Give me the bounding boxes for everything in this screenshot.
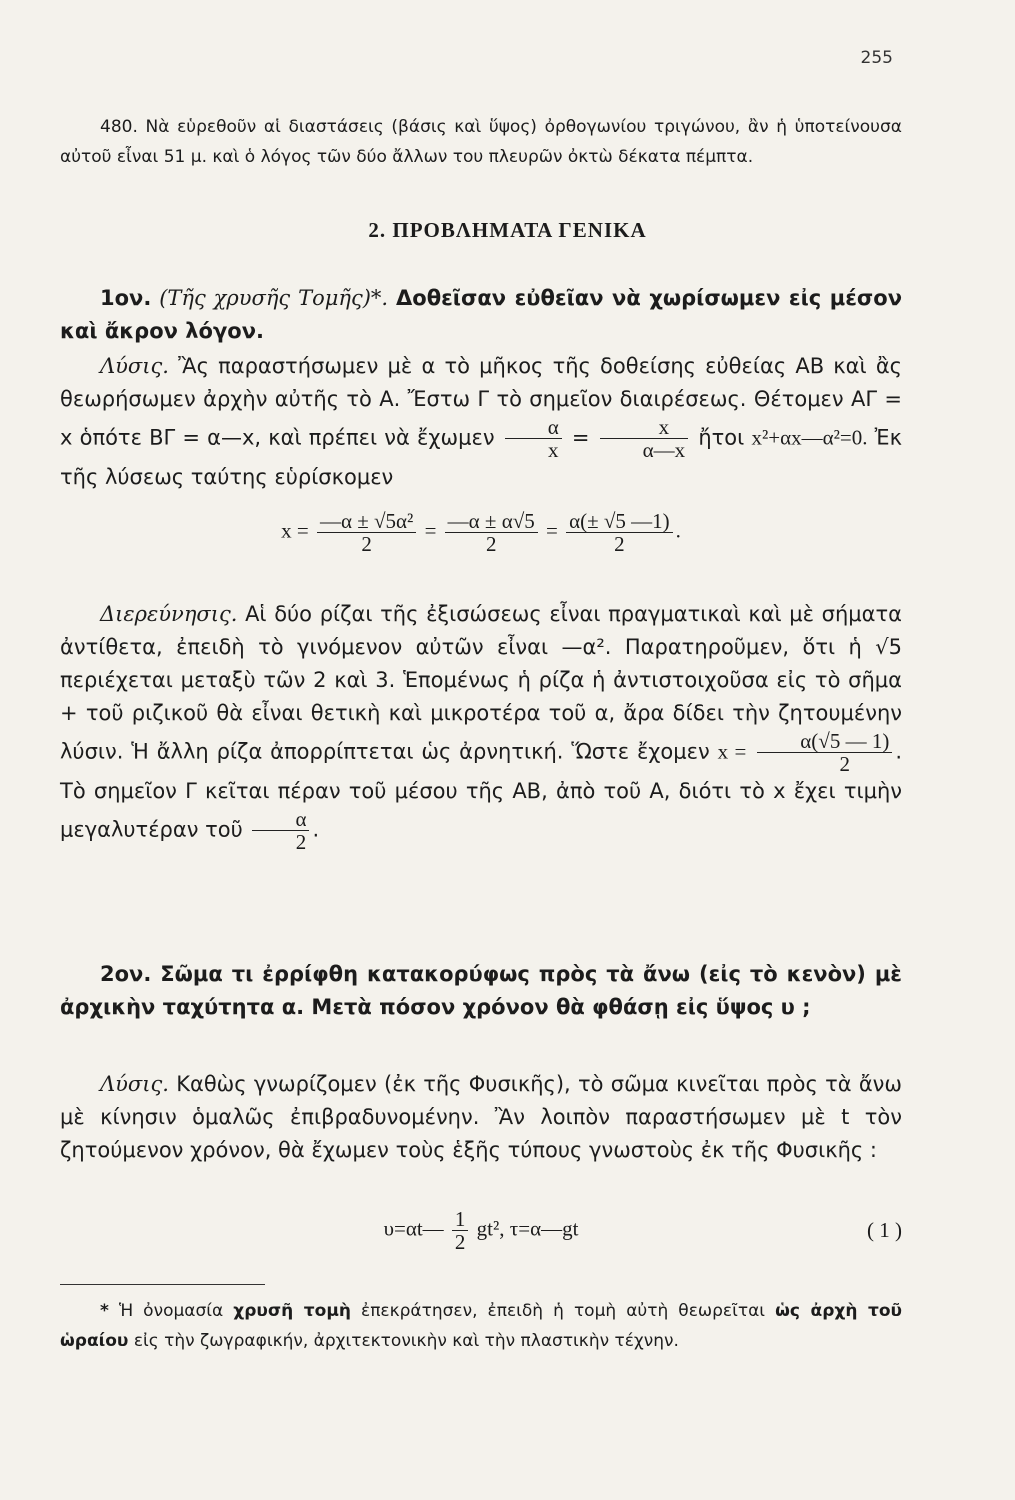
page-number: 255 bbox=[860, 48, 893, 68]
footnote-text-3: εἰς τὴν ζωγραφικήν, ἀρχιτεκτονικὴν καὶ τὴν πλαστικὴν τέχνην. bbox=[133, 1331, 679, 1351]
discussion-label: Διερεύνησις. bbox=[100, 602, 238, 626]
half-fraction bbox=[252, 808, 309, 853]
solution-text-2: Ἐκ τῆς λύσεως ταύτης εὑρίσκομεν bbox=[60, 425, 902, 490]
ratio-right-den: α—x bbox=[642, 438, 686, 463]
discussion-text-1: Αἱ δύο ρίζαι τῆς ἐξισώσεως εἶναι πραγματικαὶ καὶ μὲ σήματα ἀντίθετα, ἐπειδὴ τὸ γινόμενον αὐτῶν εἶναι —α². Παρατηροῦμεν, ὅτι ἡ √5 περιέχεται μεταξὺ τῶν 2 καὶ 3. Ἑπομένως ἡ ρίζα ἡ ἀντιστοιχοῦσα εἰς τὸ σῆμα + τοῦ ριζικοῦ θὰ εἶναι θετικὴ καὶ μικροτέρα τοῦ α, ἄρα δίδει τὴν ζητουμένην λύσιν. Ἡ ἄλλη ρίζα ἀπορρίπτεται ὡς ἀρνητική. Ὥστε ἔχομεν bbox=[60, 602, 902, 764]
discussion-text-2: . Τὸ σημεῖον Γ κεῖται πέραν τοῦ μέσου τῆς ΑΒ, ἀπὸ τοῦ Α, διότι τὸ x ἔχει τιμὴν μεγαλυτέραν τοῦ bbox=[60, 739, 902, 842]
footnote-divider bbox=[60, 1284, 265, 1285]
half-den: 2 bbox=[295, 830, 307, 855]
motion-formula-den: 2 bbox=[454, 1230, 466, 1255]
formula-term-1 bbox=[317, 510, 416, 555]
result-fraction bbox=[757, 730, 892, 775]
solution-text-1: Ἂς παραστήσωμεν μὲ α τὸ μῆκος τῆς δοθείσης εὐθείας ΑΒ καὶ ἂς θεωρήσωμεν ἀρχὴν αὐτῆς τὸ Α. Ἔστω Γ τὸ σημεῖον διαιρέσεως. Θέτομεν ΑΓ = x ὁπότε ΒΓ = α—x, καὶ πρέπει νὰ ἔχωμεν bbox=[60, 354, 902, 450]
problem-1-label: 1ον. bbox=[100, 286, 152, 310]
problem-480-number: 480. bbox=[100, 117, 138, 137]
result-lhs: x = bbox=[717, 739, 747, 764]
result-num: α(√5 — 1) bbox=[757, 730, 892, 753]
footnote bbox=[60, 1296, 902, 1356]
footnote-text-1: Ἡ ὀνομασία bbox=[118, 1301, 224, 1321]
section-title: 2. ΠΡΟΒΛΗΜΑΤΑ ΓΕΝΙΚΑ bbox=[368, 218, 647, 242]
problem-1-statement: Δοθεῖσαν εὐθεῖαν νὰ χωρίσωμεν εἰς μέσον καὶ ἄκρον λόγον. bbox=[60, 286, 902, 343]
equation-prefix: ἤτοι bbox=[698, 425, 745, 450]
footnote-bold-2: ὡς ἀρχὴ τοῦ ὡραίου bbox=[60, 1301, 902, 1351]
problem-2 bbox=[60, 958, 902, 1024]
ratio-left-num: α bbox=[505, 416, 562, 439]
quadratic-equation: x²+αx—α²=0. bbox=[751, 425, 868, 450]
formula-num-2: —α ± α√5 bbox=[445, 510, 538, 533]
problem-480-text: Νὰ εὑρεθοῦν αἱ διαστάσεις (βάσις καὶ ὕψος) ὀρθογωνίου τριγώνου, ἂν ἡ ὑποτείνουσα αὐτοῦ εἶναι 51 μ. καὶ ὁ λόγος τῶν δύο ἄλλων του πλευρῶν ὀκτὼ δέκατα πέμπτα. bbox=[60, 117, 902, 167]
formula-lhs: x = bbox=[281, 518, 309, 543]
formula-term-3 bbox=[566, 510, 673, 555]
formula-num-1: —α ± √5α² bbox=[317, 510, 416, 533]
solution-label: Λύσις. bbox=[100, 354, 169, 378]
half-num: α bbox=[252, 808, 309, 831]
problem-1-solution: Λύσις. Ἂς παραστήσωμεν μὲ α τὸ μῆκος τῆς δοθείσης εὐθείας ΑΒ καὶ ἂς θεωρήσωμεν ἀρχὴν αὐτῆς τὸ Α. Ἔστω Γ τὸ σημεῖον διαιρέσεως. Θέτομεν ΑΓ = x ὁπότε ΒΓ = α—x, καὶ πρέπει νὰ ἔχωμεν $\frac{\alpha}{x}$ = $\frac{x}{\alpha—x}$ ἤτοι x²+αx—α²=0. Ἐκ τῆς λύσεως ταύτης εὑρίσκομεν bbox=[60, 354, 902, 490]
problem-2-solution-label: Λύσις. bbox=[100, 1072, 169, 1096]
solution-formula: x = $\frac{\text{—α ± √5α²}}{2}$ = $\frac{—\alpha \pm \alpha√5}{2}$ = $\frac{\alpha(\pm √5 —1)}{2}$ . bbox=[281, 509, 681, 557]
ratio-left bbox=[505, 416, 562, 461]
footnote-text-2: ἐπεκράτησεν, ἐπειδὴ ἡ τομὴ αὐτὴ θεωρεῖται bbox=[361, 1301, 766, 1321]
problem-2-statement: Σῶμα τι ἐρρίφθη κατακορύφως πρὸς τὰ ἄνω (εἰς τὸ κενὸν) μὲ ἀρχικὴν ταχύτητα α. Μετὰ πόσον χρόνον θὰ φθάσῃ εἰς ὕψος υ ; bbox=[60, 962, 902, 1019]
problem-2-solution bbox=[60, 1068, 902, 1167]
problem-1-italic-title: (Τῆς χρυσῆς Τομῆς)*. bbox=[159, 286, 389, 310]
motion-formula-part-2: gt², τ=α—gt bbox=[476, 1216, 579, 1241]
formula-num-3: α(± √5 —1) bbox=[566, 510, 673, 533]
ratio-left-den: x bbox=[547, 438, 559, 463]
formula-den-2: 2 bbox=[485, 532, 497, 557]
formula-den-3: 2 bbox=[614, 532, 625, 557]
ratio-right bbox=[600, 416, 689, 461]
motion-formula-fraction bbox=[452, 1208, 469, 1253]
motion-formula bbox=[60, 1208, 902, 1253]
footnote-marker: * bbox=[100, 1301, 109, 1321]
problem-2-solution-text: Καθὼς γνωρίζομεν (ἐκ τῆς Φυσικῆς), τὸ σῶμα κινεῖται πρὸς τὰ ἄνω μὲ κίνησιν ὁμαλῶς ἐπιβραδυνομένην. Ἂν λοιπὸν παραστήσωμεν μὲ t τὸν ζητούμενον χρόνον, θὰ ἔχωμεν τοὺς ἑξῆς τύπους γνωστοὺς ἐκ τῆς Φυσικῆς : bbox=[60, 1072, 902, 1162]
equation-number: ( 1 ) bbox=[867, 1218, 902, 1242]
problem-1 bbox=[60, 282, 902, 348]
footnote-bold-1: χρυσῆ τομὴ bbox=[233, 1301, 351, 1321]
formula-den-1: 2 bbox=[361, 532, 372, 557]
motion-formula-num: 1 bbox=[452, 1208, 469, 1231]
problem-2-label: 2ον. bbox=[100, 962, 152, 986]
result-den: 2 bbox=[839, 752, 851, 777]
ratio-right-num: x bbox=[600, 416, 689, 439]
formula-term-2 bbox=[445, 510, 538, 555]
problem-480 bbox=[60, 112, 902, 172]
motion-formula-part-1: υ=αt— bbox=[383, 1216, 444, 1241]
problem-1-discussion: Διερεύνησις. Αἱ δύο ρίζαι τῆς ἐξισώσεως εἶναι πραγματικαὶ καὶ μὲ σήματα ἀντίθετα, ἐπειδὴ τὸ γινόμενον αὐτῶν εἶναι —α². Παρατηροῦμεν, ὅτι ἡ √5 περιέχεται μεταξὺ τῶν 2 καὶ 3. Ἑπομένως ἡ ρίζα ἡ ἀντιστοιχοῦσα εἰς τὸ σῆμα + τοῦ ριζικοῦ θὰ εἶναι θετικὴ καὶ μικροτέρα τοῦ α, ἄρα δίδει τὴν ζητουμένην λύσιν. Ἡ ἄλλη ρίζα ἀπορρίπτεται ὡς ἀρνητική. Ὥστε ἔχομεν x = $\frac{\alpha(√5 — 1)}{2}$ . Τὸ σημεῖον Γ κεῖται πέραν τοῦ μέσου τῆς ΑΒ, ἀπὸ τοῦ Α, διότι τὸ x ἔχει τιμὴν μεγαλυτέραν τοῦ $\frac{\alpha}{2}$ . bbox=[60, 602, 902, 855]
